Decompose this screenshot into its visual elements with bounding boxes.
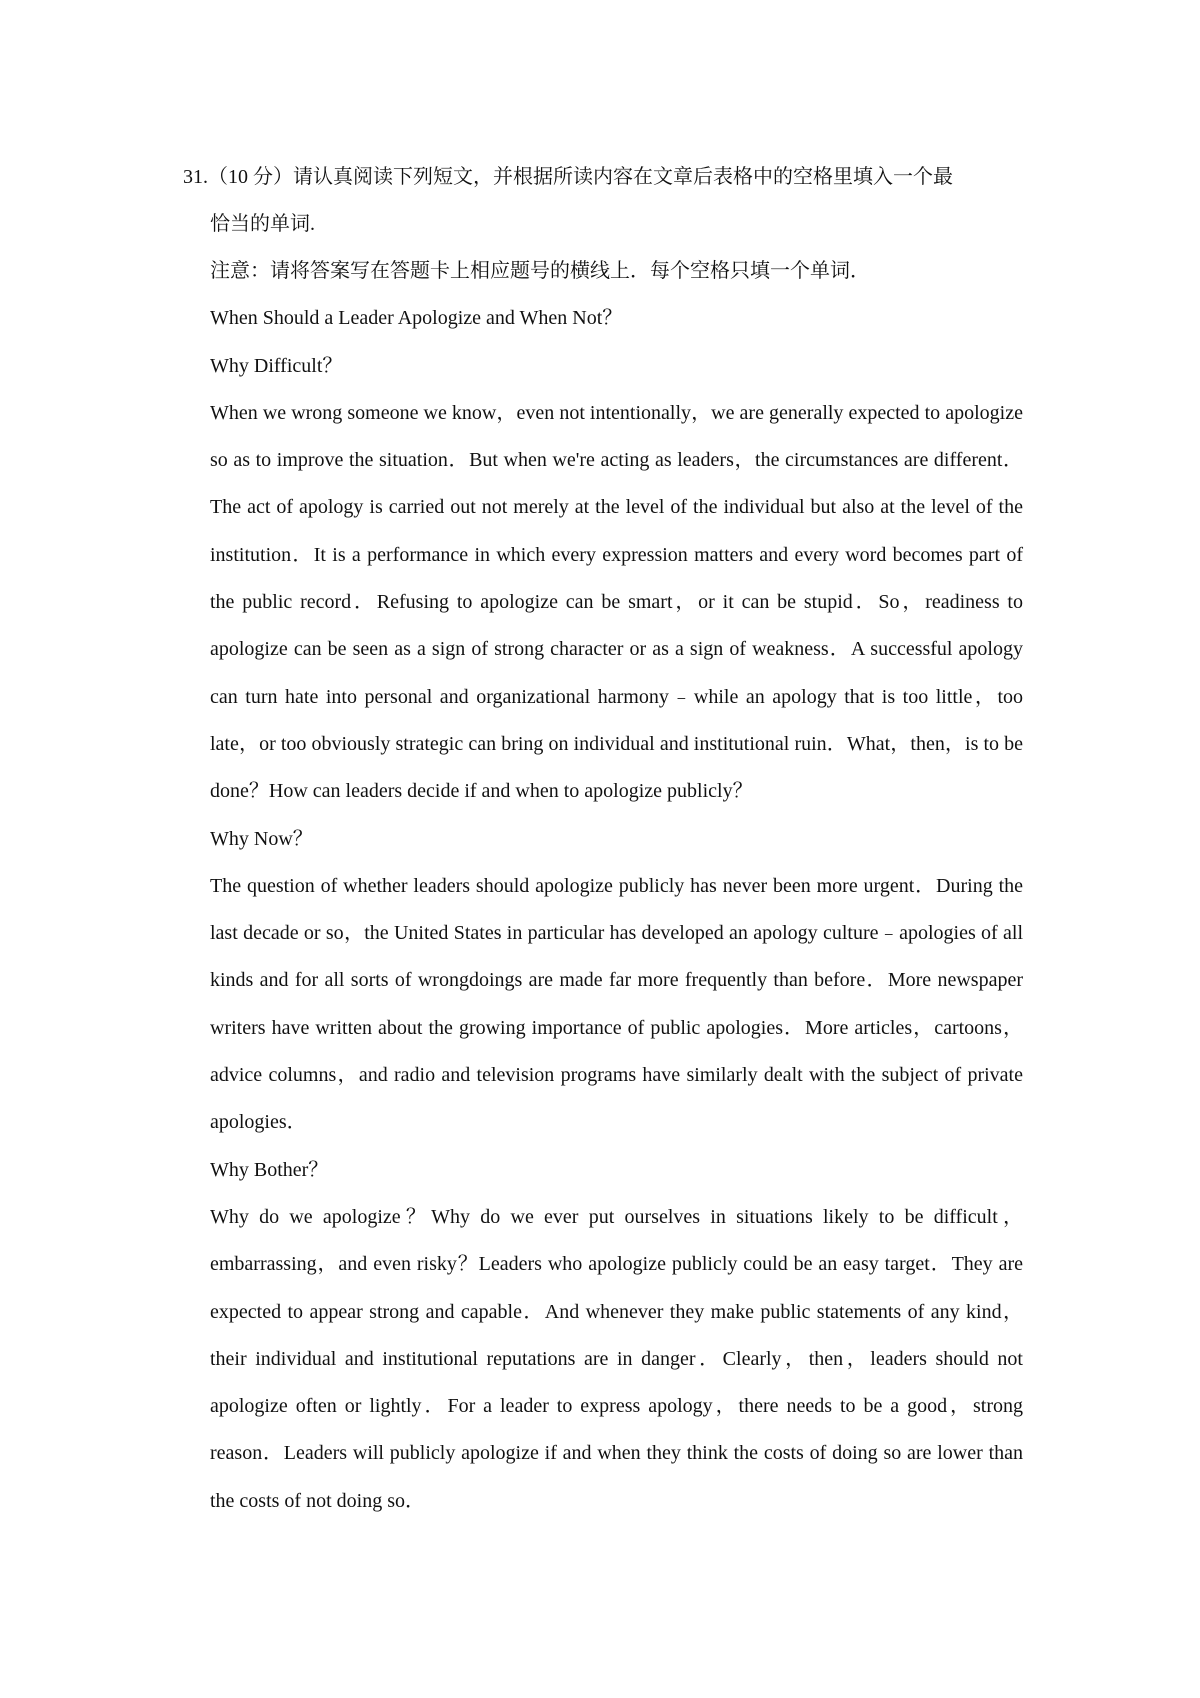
section-body-why-now: The question of whether leaders should apologize publicly has never been more urgent．During the last decade or so，the United States in particular has developed an apology culture﹣apologies of all kinds and for all sorts of wrongdoings are made far more frequently than before．More newspaper writers have written about the growing importance of public apologies．More articles，cartoons，advice columns，and radio and television programs have similarly dealt with the subject of private apologies．	[210, 874, 1023, 1134]
question-header	[183, 154, 1033, 248]
question-line-1	[183, 154, 1033, 201]
answer-note: 注意：请将答案写在答题卡上相应题号的横线上．每个空格只填一个单词．	[210, 260, 870, 282]
question-instruction-continued: 恰当的单词.	[210, 213, 315, 235]
section-heading-why-now: Why Now？	[210, 827, 313, 850]
article-content	[210, 248, 1023, 1525]
section-heading-why-difficult: Why Difficult？	[210, 354, 343, 377]
article-title: When Should a Leader Apologize and When Not？	[210, 307, 623, 330]
section-body-why-difficult: When we wrong someone we know，even not intentionally，we are generally expected to apologize so as to improve the situation．But when we're acting as leaders，the circumstances are different．The act of apology is carried out not merely at the level of the individual but also at the level of the institution．It is a performance in which every expression matters and every word becomes part of the public record．Refusing to apologize can be smart，or it can be stupid．So，readiness to apologize can be seen as a sign of strong character or as a sign of weakness．A successful apology can turn hate into personal and organizational harmony﹣while an apology that is too little，too late，or too obviously strategic can bring on individual and institutional ruin．What，then，is to be done？How can leaders decide if and when to apologize publicly？	[210, 401, 1023, 803]
section-body-why-bother: Why do we apologize？Why do we ever put ourselves in situations likely to be difficult，embarrassing，and even risky？Leaders who apologize publicly could be an easy target．They are expected to appear strong and capable．And whenever they make public statements of any kind，their individual and institutional reputations are in danger．Clearly，then，leaders should not apologize often or lightly．For a leader to express apology，there needs to be a good，strong reason．Leaders will publicly apologize if and when they think the costs of doing so are lower than the costs of not doing so．	[210, 1205, 1023, 1512]
question-instruction: （10 分）请认真阅读下列短文，并根据所读内容在文章后表格中的空格里填入一个最	[208, 166, 953, 188]
section-heading-why-bother: Why Bother？	[210, 1158, 329, 1181]
question-number: 31.	[183, 166, 208, 188]
